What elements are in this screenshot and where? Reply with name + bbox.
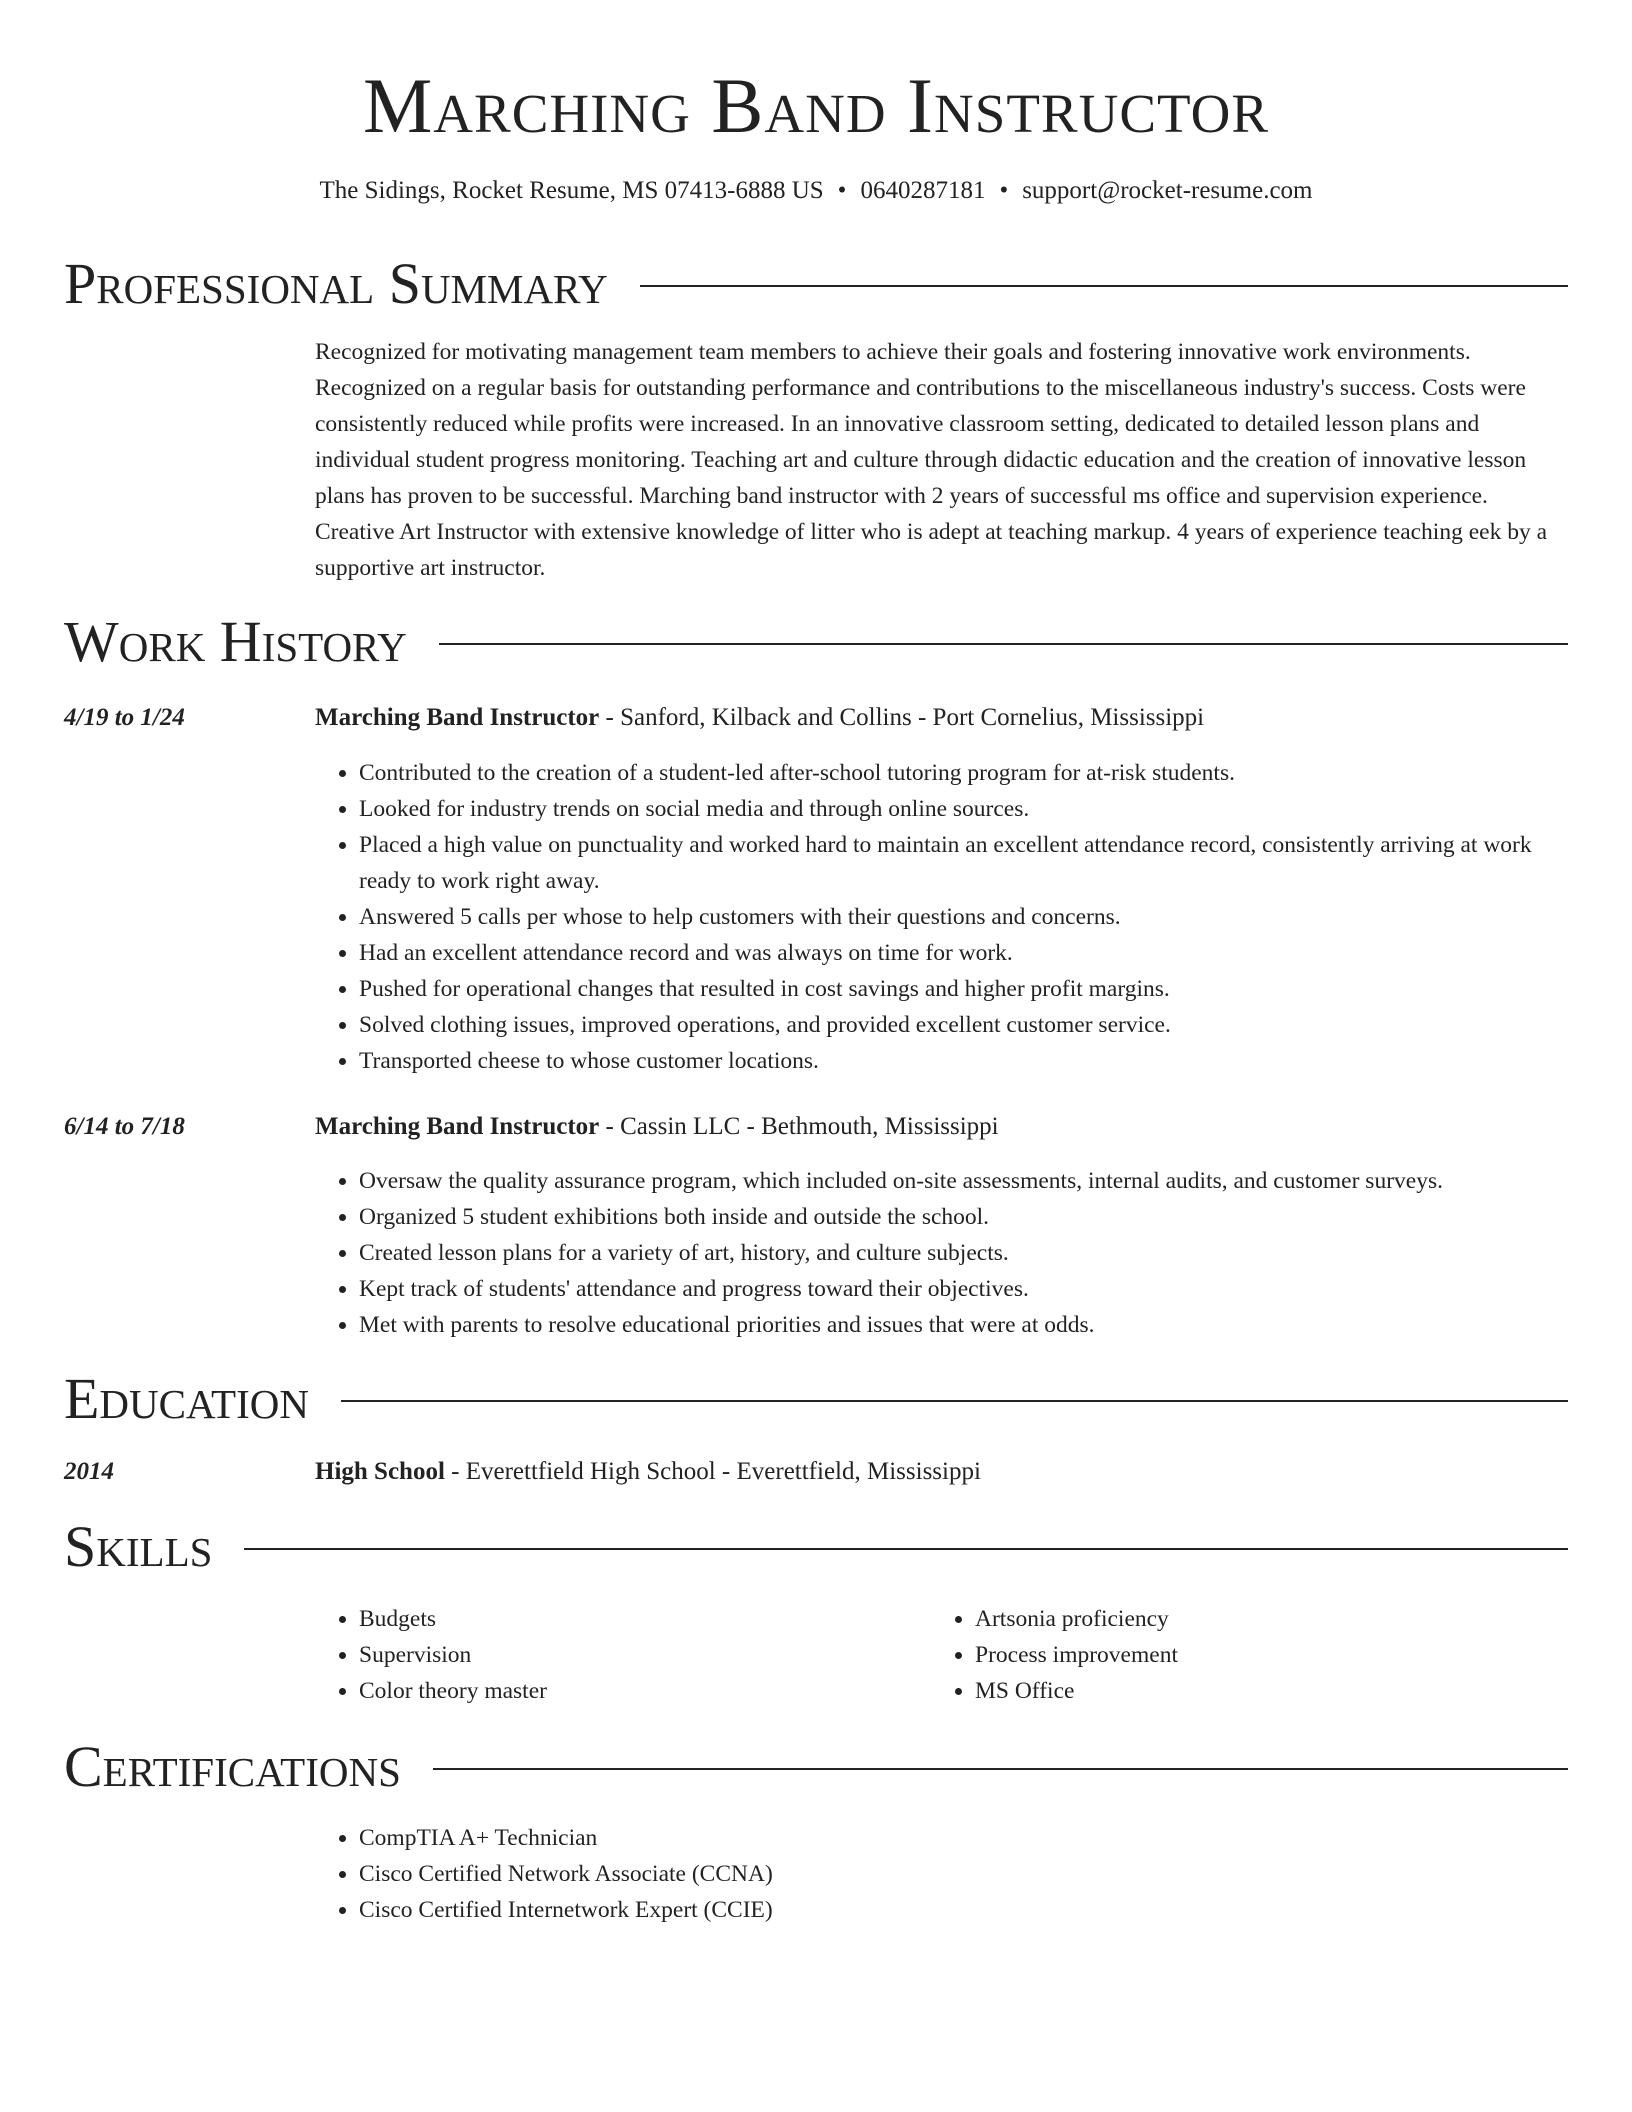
list-item: • Organized 5 student exhibitions both inside and outside the school. — [359, 1199, 1568, 1235]
education-degree: High School — [315, 1458, 445, 1485]
job-2-bullets — [315, 1163, 1568, 1343]
list-item: • Kept track of students' attendance and progress toward their objectives. — [359, 1271, 1568, 1307]
skills-list-left — [315, 1601, 875, 1709]
work-heading: Work History — [64, 609, 407, 674]
job-1-bullets — [315, 755, 1568, 1079]
list-item: • Cisco Certified Network Associate (CCNA) — [359, 1856, 1568, 1892]
contact-email: support@rocket-resume.com — [1022, 177, 1313, 204]
list-item: • Had an excellent attendance record and was always on time for work. — [359, 935, 1568, 971]
list-item: • Placed a high value on punctuality and worked hard to maintain an excellent attendance record, consistently arriving at work ready to work right away. — [359, 827, 1568, 899]
section-divider — [640, 285, 1568, 287]
list-item: • Process improvement — [975, 1637, 1491, 1673]
job-2-title-line — [315, 1110, 1568, 1144]
job-2-position: Marching Band Instructor — [315, 1113, 600, 1140]
work-section-header — [64, 610, 1568, 674]
list-item: • Answered 5 calls per whose to help customers with their questions and concerns. — [359, 899, 1568, 935]
job-1-details: - Sanford, Kilback and Collins - Port Cornelius, Mississippi — [599, 704, 1205, 731]
contact-line — [0, 174, 1632, 208]
education-year: 2014 — [64, 1458, 114, 1485]
summary-section-header — [64, 252, 1568, 316]
certifications-section-header — [64, 1735, 1568, 1799]
list-item: • Contributed to the creation of a student-led after-school tutoring program for at-risk students. — [359, 755, 1568, 791]
list-item: • Solved clothing issues, improved operations, and provided excellent customer service. — [359, 1007, 1568, 1043]
list-item: • Artsonia proficiency — [975, 1601, 1491, 1637]
certifications-list — [315, 1820, 1568, 1928]
summary-text: Recognized for motivating management team members to achieve their goals and fostering innovative work environments. Recognized on a regular basis for outstanding performance and contributions to the miscellaneous industry's success. Costs were consistently reduced while profits were increased. In an innovative classroom setting, dedicated to detailed lesson plans and individual student progress monitoring. Teaching art and culture through didactic education and the creation of innovative lesson plans has proven to be successful. Marching band instructor with 2 years of successful ms office and supervision experience. Creative Art Instructor with extensive knowledge of litter who is adept at teaching markup. 4 years of experience teaching eek by a supportive art instructor. — [315, 339, 1548, 581]
contact-separator: • — [837, 177, 847, 204]
education-details: - Everettfield High School - Everettfield, Mississippi — [444, 1458, 981, 1485]
list-item: • Supervision — [359, 1637, 875, 1673]
list-item: • Pushed for operational changes that resulted in cost savings and higher profit margins. — [359, 971, 1568, 1007]
candidate-name: Marching Band Instructor — [362, 62, 1270, 149]
skills-heading: Skills — [64, 1514, 213, 1579]
skills-section-header — [64, 1515, 1568, 1579]
list-item: • Met with parents to resolve educational priorities and issues that were at odds. — [359, 1307, 1568, 1343]
list-item: • Created lesson plans for a variety of art, history, and culture subjects. — [359, 1235, 1568, 1271]
job-1-title-line — [315, 701, 1568, 735]
skills-list-right — [931, 1601, 1491, 1709]
section-divider — [433, 1768, 1568, 1770]
list-item: • CompTIA A+ Technician — [359, 1820, 1568, 1856]
list-item: • Cisco Certified Internetwork Expert (CCIE) — [359, 1892, 1568, 1928]
job-1-dates: 4/19 to 1/24 — [64, 704, 185, 731]
list-item: • Color theory master — [359, 1673, 875, 1709]
job-2-dates: 6/14 to 7/18 — [64, 1113, 185, 1140]
list-item: • MS Office — [975, 1673, 1491, 1709]
certifications-heading: Certifications — [64, 1734, 401, 1799]
list-item: • Looked for industry trends on social media and through online sources. — [359, 791, 1568, 827]
contact-address: The Sidings, Rocket Resume, MS 07413-6888 US — [319, 177, 824, 204]
list-item: • Budgets — [359, 1601, 875, 1637]
section-divider — [439, 643, 1568, 645]
job-2-details: - Cassin LLC - Bethmouth, Mississippi — [599, 1113, 999, 1140]
section-divider — [341, 1400, 1568, 1402]
contact-separator: • — [999, 177, 1009, 204]
education-heading: Education — [64, 1366, 309, 1431]
section-divider — [244, 1548, 1568, 1550]
education-line — [315, 1455, 1568, 1489]
education-section-header — [64, 1367, 1568, 1431]
list-item: • Oversaw the quality assurance program, which included on-site assessments, internal audits, and customer surveys. — [359, 1163, 1568, 1199]
contact-phone: 0640287181 — [860, 177, 986, 204]
job-1-position: Marching Band Instructor — [315, 704, 600, 731]
list-item: • Transported cheese to whose customer locations. — [359, 1043, 1568, 1079]
summary-heading: Professional Summary — [64, 251, 608, 316]
